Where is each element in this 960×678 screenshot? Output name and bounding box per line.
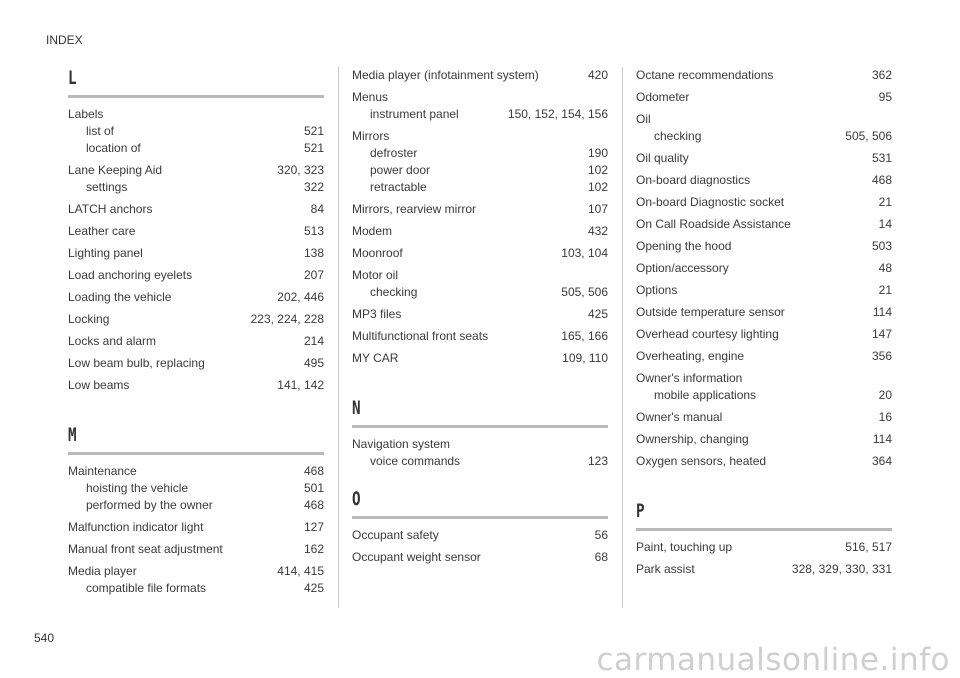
entry-pages: 513 bbox=[303, 224, 324, 238]
entry-term: Menus bbox=[352, 90, 389, 104]
page-header: INDEX bbox=[46, 33, 83, 47]
sub-entry-pages: 521 bbox=[303, 124, 324, 138]
entry-term: Media player bbox=[68, 564, 137, 578]
entry-term: Occupant weight sensor bbox=[352, 550, 481, 564]
entry-row bbox=[352, 267, 608, 284]
section-letter: L bbox=[68, 67, 77, 89]
entry-row bbox=[636, 216, 892, 233]
section-rule bbox=[636, 528, 892, 531]
entry-row bbox=[636, 453, 892, 470]
index-entry bbox=[636, 561, 892, 578]
entry-row bbox=[352, 306, 608, 323]
entry-pages: 425 bbox=[587, 307, 608, 321]
sub-entry-row bbox=[68, 179, 324, 196]
entry-pages: 68 bbox=[594, 550, 608, 564]
entry-row bbox=[352, 328, 608, 345]
sub-entry-pages: 102 bbox=[587, 180, 608, 194]
index-entry bbox=[636, 260, 892, 277]
entry-term: Load anchoring eyelets bbox=[68, 268, 193, 282]
entry-row bbox=[68, 311, 324, 328]
index-section bbox=[636, 500, 892, 578]
sub-entry-pages: 322 bbox=[303, 180, 324, 194]
entry-row bbox=[636, 370, 892, 387]
index-section bbox=[352, 488, 608, 566]
index-entry bbox=[352, 328, 608, 345]
entry-term: Multifunctional front seats bbox=[352, 329, 489, 343]
entry-term: Navigation system bbox=[352, 437, 451, 451]
index-entry bbox=[636, 348, 892, 365]
entry-row bbox=[68, 541, 324, 558]
entry-pages: 202, 446 bbox=[277, 290, 324, 304]
index-entry bbox=[352, 267, 608, 301]
section-letter: M bbox=[68, 424, 77, 446]
entry-row bbox=[636, 89, 892, 106]
entry-pages: 141, 142 bbox=[277, 378, 324, 392]
entry-term: Media player (infotainment system) bbox=[352, 68, 539, 82]
index-entry bbox=[68, 162, 324, 196]
entry-term: Manual front seat adjustment bbox=[68, 542, 223, 556]
sub-entry-term: defroster bbox=[370, 146, 418, 160]
index-entry bbox=[352, 89, 608, 123]
index-entry bbox=[68, 223, 324, 240]
entry-row bbox=[68, 106, 324, 123]
entry-pages: 364 bbox=[871, 454, 892, 468]
entry-pages: 362 bbox=[871, 68, 892, 82]
entry-row bbox=[68, 289, 324, 306]
section-rule bbox=[352, 516, 608, 519]
sub-entry-term: mobile applications bbox=[654, 388, 757, 402]
entry-term: Lane Keeping Aid bbox=[68, 163, 163, 177]
sub-entry-term: voice commands bbox=[370, 454, 461, 468]
index-entry bbox=[636, 89, 892, 106]
entry-term: Oil quality bbox=[636, 151, 689, 165]
sub-entry-row bbox=[352, 179, 608, 196]
sub-entry-term: checking bbox=[654, 129, 702, 143]
entry-term: On-board diagnostics bbox=[636, 173, 751, 187]
entry-row bbox=[68, 563, 324, 580]
index-entry bbox=[636, 539, 892, 556]
sub-entry-row bbox=[68, 480, 324, 497]
entry-row bbox=[636, 111, 892, 128]
entry-pages: 127 bbox=[303, 520, 324, 534]
entry-term: Owner's manual bbox=[636, 410, 723, 424]
entry-pages: 109, 110 bbox=[562, 351, 608, 365]
entry-term: Leather care bbox=[68, 224, 136, 238]
sub-entry-pages: 425 bbox=[303, 581, 324, 595]
entry-row bbox=[68, 463, 324, 480]
entry-term: Modem bbox=[352, 224, 393, 238]
index-entry bbox=[636, 216, 892, 233]
entry-row bbox=[352, 350, 608, 367]
entry-term: On-board Diagnostic socket bbox=[636, 195, 785, 209]
entry-row bbox=[636, 260, 892, 277]
index-entry bbox=[636, 172, 892, 189]
entry-term: Mirrors, rearview mirror bbox=[352, 202, 476, 216]
sub-entry-pages: 505, 506 bbox=[845, 129, 892, 143]
entry-row bbox=[636, 150, 892, 167]
index-entry bbox=[636, 238, 892, 255]
entry-term: Labels bbox=[68, 107, 104, 121]
entry-row bbox=[68, 267, 324, 284]
index-entry bbox=[352, 128, 608, 196]
sub-entry-term: instrument panel bbox=[370, 107, 459, 121]
sub-entry-row bbox=[68, 580, 324, 597]
entry-row bbox=[68, 162, 324, 179]
entry-term: Overheating, engine bbox=[636, 349, 745, 363]
index-entry bbox=[68, 267, 324, 284]
entry-term: On Call Roadside Assistance bbox=[636, 217, 791, 231]
entry-pages: 516, 517 bbox=[845, 540, 892, 554]
index-entry bbox=[352, 350, 608, 367]
index-entry bbox=[68, 245, 324, 262]
entry-pages: 114 bbox=[872, 432, 892, 446]
section-rule bbox=[68, 95, 324, 98]
entry-row bbox=[636, 561, 892, 578]
entry-row bbox=[68, 223, 324, 240]
sub-entry-row bbox=[68, 140, 324, 157]
index-entry bbox=[636, 67, 892, 84]
sub-entry-pages: 123 bbox=[587, 454, 608, 468]
sub-entry-term: settings bbox=[86, 180, 128, 194]
entry-term: Motor oil bbox=[352, 268, 399, 282]
sub-entry-row bbox=[352, 162, 608, 179]
sub-entry-row bbox=[68, 497, 324, 514]
entry-row bbox=[636, 409, 892, 426]
entry-term: Octane recommendations bbox=[636, 68, 774, 82]
entry-term: Low beams bbox=[68, 378, 130, 392]
index-section bbox=[352, 397, 608, 470]
sub-entry-pages: 501 bbox=[303, 481, 324, 495]
entry-pages: 162 bbox=[303, 542, 324, 556]
entry-term: Moonroof bbox=[352, 246, 403, 260]
section-letter: P bbox=[636, 500, 645, 522]
index-entry bbox=[68, 541, 324, 558]
entry-row bbox=[636, 282, 892, 299]
index-entry bbox=[636, 326, 892, 343]
index-entry bbox=[68, 311, 324, 328]
watermark: carmanualsonline.info bbox=[596, 642, 950, 678]
entry-pages: 495 bbox=[303, 356, 324, 370]
entry-row bbox=[636, 539, 892, 556]
entry-term: Oxygen sensors, heated bbox=[636, 454, 767, 468]
index-entry bbox=[68, 106, 324, 157]
index-column-1 bbox=[68, 67, 324, 602]
entry-row bbox=[352, 245, 608, 262]
entry-term: Malfunction indicator light bbox=[68, 520, 204, 534]
index-entry bbox=[352, 549, 608, 566]
entry-row bbox=[636, 348, 892, 365]
entry-row bbox=[68, 201, 324, 218]
index-entry bbox=[352, 67, 608, 84]
sub-entry-row bbox=[636, 387, 892, 404]
entry-term: Owner's information bbox=[636, 371, 743, 385]
index-entry bbox=[352, 436, 608, 470]
entry-term: Options bbox=[636, 283, 678, 297]
index-entry bbox=[636, 111, 892, 145]
sub-entry-term: location of bbox=[86, 141, 141, 155]
entry-row bbox=[352, 527, 608, 544]
sub-entry-term: checking bbox=[370, 285, 418, 299]
entry-term: Outside temperature sensor bbox=[636, 305, 785, 319]
entry-pages: 21 bbox=[878, 195, 892, 209]
entry-pages: 328, 329, 330, 331 bbox=[791, 562, 892, 576]
entry-pages: 138 bbox=[303, 246, 324, 260]
entry-row bbox=[68, 333, 324, 350]
entry-pages: 48 bbox=[878, 261, 892, 275]
entry-row bbox=[68, 377, 324, 394]
entry-term: Mirrors bbox=[352, 129, 390, 143]
index-entry bbox=[352, 223, 608, 240]
sub-entry-row bbox=[68, 123, 324, 140]
entry-row bbox=[68, 519, 324, 536]
entry-row bbox=[636, 194, 892, 211]
index-entry bbox=[636, 453, 892, 470]
entry-term: Opening the hood bbox=[636, 239, 732, 253]
index-section bbox=[352, 67, 608, 367]
entry-term: MY CAR bbox=[352, 351, 399, 365]
sub-entry-row bbox=[352, 106, 608, 123]
sub-entry-pages: 150, 152, 154, 156 bbox=[507, 107, 608, 121]
sub-entry-term: power door bbox=[370, 163, 431, 177]
index-entry bbox=[352, 527, 608, 544]
index-entry bbox=[68, 377, 324, 394]
section-letter: N bbox=[352, 397, 361, 419]
sub-entry-pages: 521 bbox=[303, 141, 324, 155]
entry-term: LATCH anchors bbox=[68, 202, 153, 216]
index-section bbox=[68, 67, 324, 394]
entry-term: Low beam bulb, replacing bbox=[68, 356, 205, 370]
index-entry bbox=[636, 194, 892, 211]
index-entry bbox=[352, 245, 608, 262]
entry-term: Odometer bbox=[636, 90, 690, 104]
entry-row bbox=[636, 304, 892, 321]
entry-term: Oil bbox=[636, 112, 651, 126]
entry-pages: 56 bbox=[594, 528, 608, 542]
entry-row bbox=[636, 326, 892, 343]
sub-entry-term: list of bbox=[86, 124, 115, 138]
index-column-3 bbox=[636, 67, 892, 583]
index-entry bbox=[636, 409, 892, 426]
section-letter: O bbox=[352, 488, 361, 510]
entry-pages: 95 bbox=[878, 90, 892, 104]
entry-term: Lighting panel bbox=[68, 246, 143, 260]
entry-row bbox=[352, 549, 608, 566]
entry-row bbox=[636, 172, 892, 189]
entry-row bbox=[352, 436, 608, 453]
index-entry bbox=[68, 333, 324, 350]
entry-row bbox=[352, 89, 608, 106]
entry-pages: 84 bbox=[310, 202, 324, 216]
index-entry bbox=[68, 355, 324, 372]
index-entry bbox=[352, 306, 608, 323]
entry-row bbox=[68, 355, 324, 372]
entry-term: Locking bbox=[68, 312, 110, 326]
entry-pages: 14 bbox=[878, 217, 892, 231]
entry-pages: 107 bbox=[587, 202, 608, 216]
index-entry bbox=[636, 370, 892, 404]
entry-pages: 420 bbox=[587, 68, 608, 82]
entry-pages: 223, 224, 228 bbox=[250, 312, 324, 326]
entry-pages: 503 bbox=[871, 239, 892, 253]
column-divider bbox=[622, 67, 623, 608]
sub-entry-pages: 468 bbox=[303, 498, 324, 512]
entry-term: Occupant safety bbox=[352, 528, 439, 542]
index-section bbox=[636, 67, 892, 470]
index-entry bbox=[352, 201, 608, 218]
sub-entry-pages: 505, 506 bbox=[561, 285, 608, 299]
entry-row bbox=[68, 245, 324, 262]
section-rule bbox=[68, 452, 324, 455]
entry-term: Park assist bbox=[636, 562, 695, 576]
entry-pages: 207 bbox=[303, 268, 324, 282]
index-entry bbox=[68, 563, 324, 597]
entry-term: Option/accessory bbox=[636, 261, 729, 275]
entry-term: Locks and alarm bbox=[68, 334, 157, 348]
index-entry bbox=[68, 201, 324, 218]
index-entry bbox=[636, 282, 892, 299]
index-entry bbox=[68, 519, 324, 536]
page-number: 540 bbox=[34, 631, 55, 645]
sub-entry-term: performed by the owner bbox=[86, 498, 213, 512]
entry-pages: 320, 323 bbox=[277, 163, 324, 177]
entry-pages: 165, 166 bbox=[561, 329, 608, 343]
entry-term: Loading the vehicle bbox=[68, 290, 172, 304]
sub-entry-row bbox=[352, 145, 608, 162]
index-entry bbox=[636, 431, 892, 448]
sub-entry-row bbox=[636, 128, 892, 145]
entry-pages: 114 bbox=[872, 305, 892, 319]
index-entry bbox=[636, 150, 892, 167]
entry-pages: 356 bbox=[871, 349, 892, 363]
section-rule bbox=[352, 425, 608, 428]
column-divider bbox=[338, 67, 339, 608]
index-column-2 bbox=[352, 67, 608, 571]
entry-pages: 16 bbox=[878, 410, 892, 424]
entry-pages: 214 bbox=[303, 334, 324, 348]
entry-term: Maintenance bbox=[68, 464, 137, 478]
entry-row bbox=[352, 201, 608, 218]
sub-entry-term: hoisting the vehicle bbox=[86, 481, 189, 495]
entry-pages: 468 bbox=[303, 464, 324, 478]
entry-term: Ownership, changing bbox=[636, 432, 749, 446]
entry-pages: 147 bbox=[871, 327, 892, 341]
sub-entry-row bbox=[352, 453, 608, 470]
entry-pages: 531 bbox=[871, 151, 892, 165]
entry-pages: 468 bbox=[871, 173, 892, 187]
sub-entry-term: retractable bbox=[370, 180, 427, 194]
entry-row bbox=[636, 67, 892, 84]
entry-row bbox=[352, 128, 608, 145]
entry-term: Paint, touching up bbox=[636, 540, 733, 554]
sub-entry-pages: 190 bbox=[587, 146, 608, 160]
entry-term: Overhead courtesy lighting bbox=[636, 327, 779, 341]
sub-entry-pages: 20 bbox=[878, 388, 892, 402]
entry-pages: 432 bbox=[587, 224, 608, 238]
index-entry bbox=[68, 463, 324, 514]
sub-entry-pages: 102 bbox=[587, 163, 608, 177]
entry-pages: 103, 104 bbox=[561, 246, 608, 260]
entry-row bbox=[352, 223, 608, 240]
index-section bbox=[68, 424, 324, 597]
entry-pages: 414, 415 bbox=[277, 564, 324, 578]
entry-term: MP3 files bbox=[352, 307, 402, 321]
entry-row bbox=[352, 67, 608, 84]
entry-row bbox=[636, 431, 892, 448]
index-entry bbox=[68, 289, 324, 306]
sub-entry-term: compatible file formats bbox=[86, 581, 207, 595]
entry-row bbox=[636, 238, 892, 255]
entry-pages: 21 bbox=[878, 283, 892, 297]
index-entry bbox=[636, 304, 892, 321]
sub-entry-row bbox=[352, 284, 608, 301]
